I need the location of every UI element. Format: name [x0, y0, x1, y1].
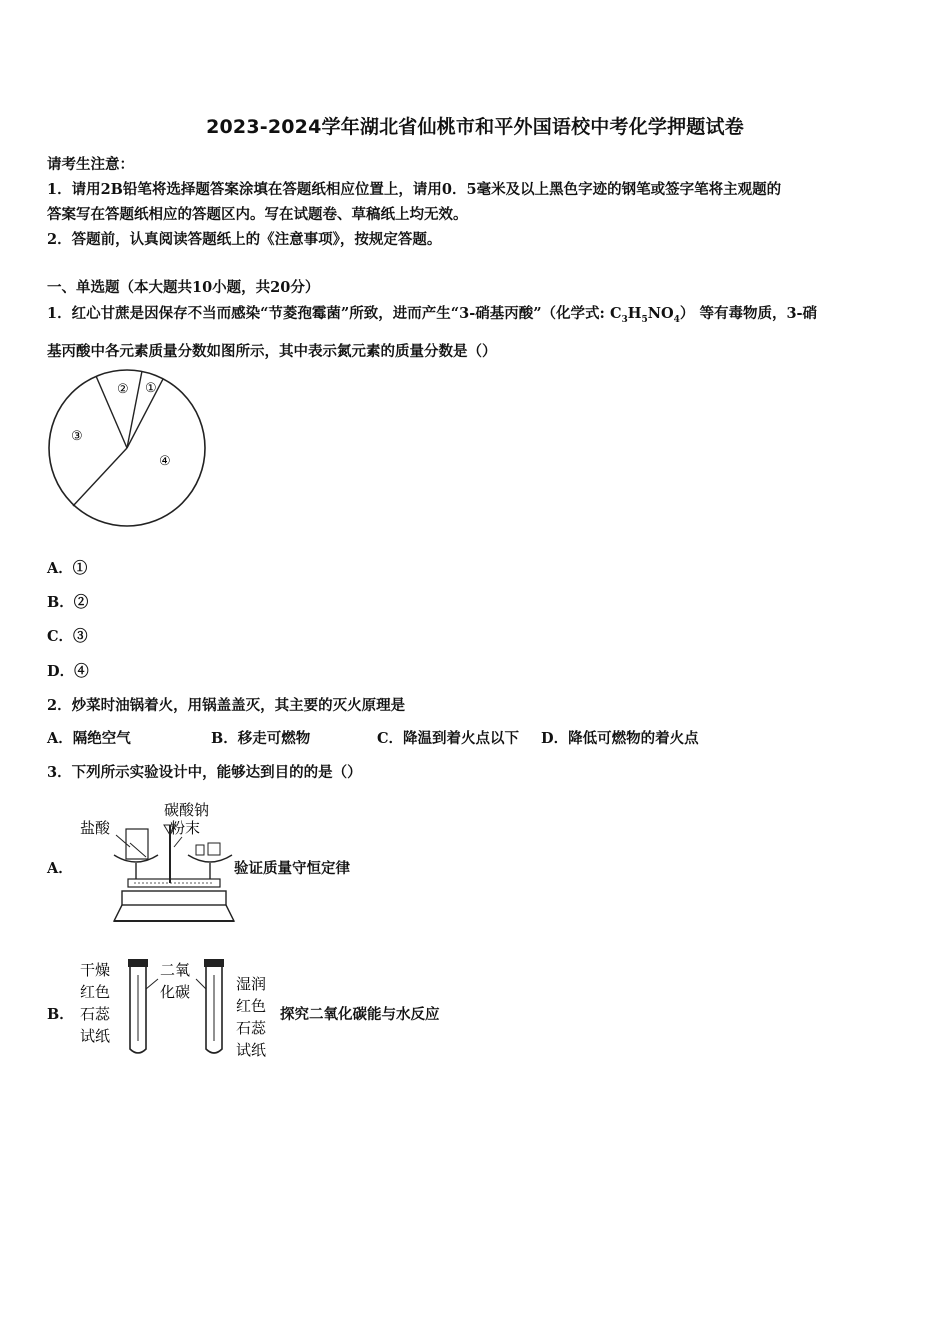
left-tube-stopper [128, 959, 148, 967]
q1-stem-line-2: 基丙酸中各元素质量分数如图所示，其中表示氮元素的质量分数是（） [47, 343, 497, 360]
label-right-4: 试纸 [236, 1041, 267, 1059]
q2-stem: 2．炒菜时油锅着火，用锅盖盖灭，其主要的灭火原理是 [47, 697, 406, 714]
q3-option-a-text: 验证质量守恒定律 [234, 860, 350, 877]
beaker-shape [126, 829, 148, 859]
q3-option-b-text: 探究二氧化碳能与水反应 [280, 1006, 440, 1023]
q2-option-c[interactable]: C．降温到着火点以下 [377, 730, 520, 747]
base-bottom [114, 905, 234, 921]
q3-stem: 3．下列所示实验设计中，能够达到目的的是（） [47, 764, 362, 781]
pie-label-1: ① [145, 381, 157, 396]
section-heading: 一、单选题（本大题共10小题，共20分） [47, 279, 320, 296]
label-sodium-carbonate: 碳酸钠 [164, 801, 210, 819]
base-top [122, 891, 226, 905]
label-powder: 粉末 [170, 819, 201, 837]
notice-line-2: 2．答题前，认真阅读答题纸上的《注意事项》，按规定答题。 [47, 231, 442, 248]
q3-test-tubes-figure [78, 955, 278, 1065]
q1-sub-3: 3 [621, 314, 628, 325]
q1-option-d[interactable]: D．④ [47, 663, 89, 680]
right-tube-stopper [204, 959, 224, 967]
notice-line-1: 1．请用2B铅笔将选择题答案涂填在答题纸相应位置上，请用0．5毫米及以上黑色字迹的钢笔或签字笔将主观题的 [47, 181, 782, 198]
label-mid-2: 化碳 [160, 983, 191, 1001]
q1-no: NO [647, 305, 674, 322]
notice-heading: 请考生注意： [47, 156, 134, 173]
label-left-1: 干燥 [80, 961, 111, 979]
q2-option-b[interactable]: B．移走可燃物 [211, 730, 311, 747]
q3-option-a-label[interactable]: A． [47, 860, 73, 877]
q1-h: H [627, 305, 642, 322]
notice-line-1b: 答案写在答题纸相应的答题区内。写在试题卷、草稿纸上均无效。 [47, 206, 468, 223]
q1-stem-line-1 [47, 302, 817, 325]
q1-option-b[interactable]: B．② [47, 594, 89, 611]
label-right-3: 石蕊 [236, 1019, 267, 1037]
q3-option-b-label[interactable]: B． [47, 1006, 74, 1023]
label-hydrochloric-acid: 盐酸 [80, 819, 111, 837]
q1-pie-chart [45, 368, 215, 530]
label-right-1: 湿润 [236, 975, 267, 993]
page-title: 2023-2024学年湖北省仙桃市和平外国语校中考化学押题试卷 [206, 116, 744, 138]
weight-large [208, 843, 220, 855]
q1-option-c[interactable]: C．③ [47, 628, 88, 645]
q3-balance-figure [78, 795, 238, 935]
q1-sub-5: 5 [641, 314, 648, 325]
q2-option-d[interactable]: D．降低可燃物的着火点 [541, 730, 699, 747]
pie-divider-4 [73, 448, 127, 506]
pie-label-3: ③ [71, 429, 83, 444]
label-left-4: 试纸 [80, 1027, 111, 1045]
pie-label-4: ④ [159, 454, 171, 469]
q1-option-a[interactable]: A．① [47, 560, 88, 577]
label-right-2: 红色 [236, 997, 267, 1015]
q1-sub-4: 4 [673, 314, 680, 325]
label-left-2: 红色 [80, 983, 111, 1001]
label-left-3: 石蕊 [80, 1005, 111, 1023]
q2-option-a[interactable]: A．隔绝空气 [47, 730, 131, 747]
label-mid-1: 二氧 [160, 961, 191, 979]
weight-small [196, 845, 204, 855]
q1-stem-part-a: 1．红心甘蔗是因保存不当而感染“节菱孢霉菌”所致，进而产生“3-硝基丙酸”（化学式: C [47, 305, 622, 322]
pie-divider-2 [127, 371, 142, 448]
right-pan [188, 855, 232, 862]
q1-stem-part-b: ） 等有毒物质，3-硝 [679, 305, 818, 322]
pie-label-2: ② [117, 382, 129, 397]
